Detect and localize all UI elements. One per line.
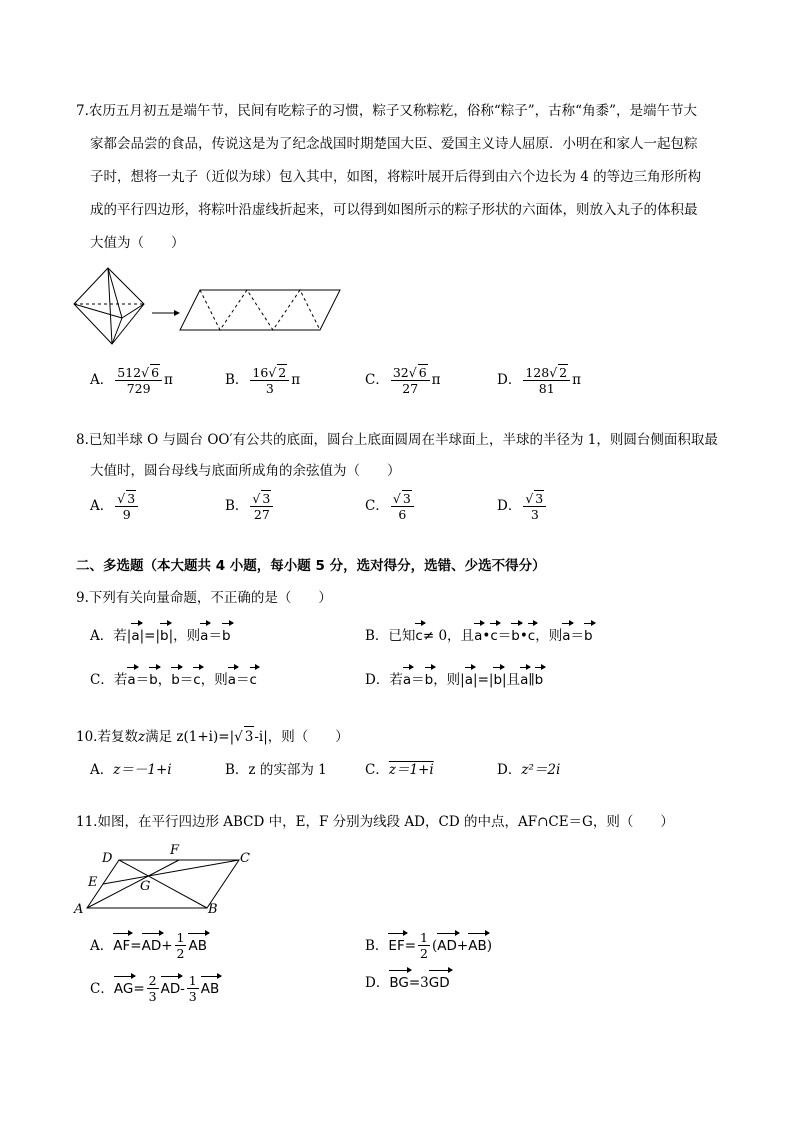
- denominator: 3: [265, 381, 274, 396]
- text: |=|: [139, 628, 161, 644]
- vector: b: [584, 628, 593, 644]
- label-g: G: [140, 879, 151, 894]
- option-letter: C．: [90, 672, 114, 688]
- sqrt-icon: √: [141, 365, 150, 380]
- fraction: [523, 364, 570, 396]
- text: +: [161, 937, 173, 954]
- option-letter: D．: [497, 498, 522, 514]
- text: •: [519, 628, 528, 644]
- q7-option-c[interactable]: [365, 364, 441, 396]
- option-letter: D．: [497, 762, 522, 778]
- radicand: 3: [127, 491, 136, 506]
- text: 10.若复数: [76, 728, 138, 745]
- q7-line-1: 7.农历五月初五是端午节，民间有吃粽子的习惯，粽子又称粽籺，俗称“粽子”，古称“角黍”，是端午节大: [76, 103, 697, 119]
- vector: a: [200, 628, 209, 644]
- option-letter: A．: [90, 937, 114, 954]
- q7-option-b[interactable]: [225, 364, 300, 396]
- q10-option-d[interactable]: [497, 760, 560, 780]
- fraction: [523, 490, 546, 522]
- numerator-coefficient: 512: [117, 365, 142, 380]
- q7-line-4: 成的平行四边形，将粽叶沿虚线折起来，可以得到如图所示的粽子形状的六面体，则放入丸子的体积最: [90, 202, 698, 218]
- text: 已知: [388, 628, 416, 644]
- text: (: [431, 937, 438, 954]
- label-f: F: [170, 843, 180, 858]
- text: ，则: [200, 672, 228, 688]
- option-letter: D．: [365, 975, 390, 991]
- text: ＝: [179, 672, 194, 688]
- vector: a: [562, 628, 571, 644]
- q9-stem: 9.下列有关向量命题，不正确的是（ ）: [76, 590, 332, 606]
- vector: a: [520, 672, 529, 688]
- fraction: $\frac{1}{2}$: [420, 930, 428, 961]
- unfolded-parallelogram: [180, 290, 340, 330]
- q8-option-b[interactable]: [225, 490, 275, 522]
- vector: EF: [388, 937, 405, 954]
- text: ，则|: [433, 672, 465, 688]
- vector: b: [424, 672, 434, 688]
- q7-figure: [70, 264, 350, 348]
- text: ＝: [236, 672, 250, 688]
- q8-option-c[interactable]: [365, 490, 416, 522]
- text: |，则: [168, 628, 201, 644]
- denominator: 27: [253, 507, 270, 522]
- text: |=|: [473, 672, 494, 688]
- label-b: B: [208, 902, 218, 916]
- pi-symbol: π: [572, 372, 581, 388]
- option-text: z＝1+i: [388, 762, 434, 778]
- q10-option-a[interactable]: [90, 760, 172, 780]
- text: •: [482, 628, 491, 644]
- sqrt-icon: √: [268, 365, 277, 380]
- vector: a: [127, 672, 136, 688]
- vector: b: [511, 628, 520, 644]
- q11-option-d[interactable]: [365, 973, 450, 993]
- option-letter: D．: [365, 672, 390, 688]
- q7-line-5: 大值为（ ）: [90, 235, 185, 251]
- radicand: 6: [151, 365, 160, 380]
- radicand: 2: [559, 365, 568, 380]
- hexahedron-drawing: [74, 268, 144, 344]
- text: =3: [408, 975, 429, 991]
- q11-option-a[interactable]: [90, 930, 207, 961]
- text: ＝: [135, 672, 150, 688]
- option-letter: C．: [365, 762, 389, 778]
- fraction: $\frac{1}{3}$: [188, 973, 197, 1004]
- section-title: 二、多选题（本大题共 4 小题，每小题 5 分，选对得分，选错、少选不得分）: [76, 558, 546, 574]
- option-text: z 的实部为 1: [248, 762, 327, 778]
- text: ≠ 0，且: [422, 628, 475, 644]
- segment-ec: [103, 860, 239, 884]
- q7-line-3: 子时，想将一丸子（近似为球）包入其中，如图，将粽叶展开后得到由六个边长为 4 的等边三角形所构: [90, 169, 702, 185]
- label-a: A: [74, 902, 84, 916]
- text: -i|，则（ ）: [254, 728, 349, 745]
- text: ∥: [528, 672, 535, 688]
- radicand: 2: [278, 365, 287, 380]
- radicand: 3: [244, 726, 255, 747]
- fraction: $\frac{1}{2}$: [176, 930, 185, 961]
- vector: c: [527, 628, 536, 644]
- vector: b: [171, 672, 180, 688]
- fraction: [115, 490, 138, 522]
- option-letter: C．: [90, 980, 114, 997]
- parallelogram-figure: [70, 840, 260, 916]
- q8-line-2: 大值时，圆台母线与底面所成角的余弦值为（ ）: [90, 463, 401, 479]
- q10-option-c[interactable]: [365, 760, 434, 780]
- vector: b: [493, 672, 503, 688]
- denominator: 9: [122, 507, 131, 522]
- fraction: $\frac{2}{3}$: [148, 973, 157, 1004]
- q8-option-d[interactable]: [497, 490, 548, 522]
- denominator: 3: [530, 507, 539, 522]
- radicand: 6: [418, 365, 427, 380]
- text: ，则: [535, 628, 563, 644]
- sqrt-icon: √: [525, 491, 534, 506]
- label-e: E: [88, 875, 98, 890]
- label-c: C: [240, 851, 250, 866]
- q11-option-b[interactable]: [365, 930, 492, 961]
- sqrt-icon: √: [549, 365, 558, 380]
- vector: c: [415, 628, 423, 644]
- label-d: D: [102, 851, 113, 866]
- q11-option-c[interactable]: [90, 973, 219, 1004]
- vector: b: [534, 672, 544, 688]
- vector: a: [131, 628, 140, 644]
- vector: AB: [200, 980, 220, 997]
- numerator-coefficient: 16: [252, 365, 269, 380]
- denominator: 81: [538, 381, 555, 396]
- text: ): [486, 937, 492, 954]
- text: =: [404, 937, 417, 954]
- q10-option-b[interactable]: [225, 760, 327, 780]
- vector: a: [474, 628, 483, 644]
- option-letter: B．: [365, 937, 389, 954]
- vector: AD: [437, 937, 457, 954]
- text: -: [180, 980, 185, 997]
- option-letter: A．: [90, 628, 114, 644]
- vector: AD: [141, 937, 162, 954]
- denominator: 729: [126, 381, 151, 396]
- fraction: [391, 364, 430, 396]
- vector: AD: [160, 980, 181, 997]
- vector: AB: [468, 937, 487, 954]
- text: 若|: [113, 628, 132, 644]
- variable-z: z: [137, 728, 146, 745]
- q8-option-a[interactable]: [90, 490, 140, 522]
- vector: c: [193, 672, 201, 688]
- text: ＝: [497, 628, 512, 644]
- sqrt-icon: √: [392, 491, 401, 506]
- option-letter: A．: [90, 498, 114, 514]
- q11-stem: 11.如图，在平行四边形 ABCD 中，E，F 分别为线段 AD，CD 的中点，AF∩CE＝G，则（ ）: [76, 814, 674, 830]
- option-letter: A．: [90, 762, 114, 778]
- text: 若: [113, 672, 128, 688]
- text: ＝: [208, 628, 222, 644]
- sqrt-icon: √: [234, 728, 243, 745]
- vector: AB: [188, 937, 207, 954]
- vector: AF: [113, 937, 131, 954]
- text: |且: [502, 672, 521, 688]
- q9-option-d[interactable]: [365, 670, 543, 690]
- option-letter: B．: [225, 372, 249, 388]
- text: ，: [157, 672, 172, 688]
- radicand: 3: [402, 491, 411, 506]
- option-letter: D．: [497, 372, 522, 388]
- text: ＝: [411, 672, 425, 688]
- q10-stem: [76, 726, 349, 747]
- q7-option-d[interactable]: [497, 364, 581, 396]
- option-letter: B．: [225, 498, 249, 514]
- fraction: [250, 364, 289, 396]
- q7-line-2: 家都会品尝的食品，传说这是为了纪念战国时期楚国大臣、爱国主义诗人屈原．小明在和家人一起包粽: [90, 136, 698, 152]
- fraction: [250, 490, 273, 522]
- text: 若: [389, 672, 403, 688]
- text: +: [456, 937, 469, 954]
- vector: c: [249, 672, 257, 688]
- radicand: 3: [535, 491, 544, 506]
- denominator: 27: [402, 381, 419, 396]
- text: =: [130, 937, 142, 954]
- fraction: [391, 490, 414, 522]
- pi-symbol: π: [431, 372, 441, 388]
- option-letter: C．: [365, 372, 389, 388]
- q8-line-1: 8.已知半球 O 与圆台 OO′有公共的底面，圆台上底面圆周在半球面上，半球的半径为 1，则圆台侧面积取最: [76, 432, 718, 448]
- sqrt-icon: √: [252, 491, 261, 506]
- arrow-icon: [152, 310, 180, 316]
- vector: a: [227, 672, 236, 688]
- vector: AG: [113, 980, 134, 997]
- q7-option-a[interactable]: [90, 364, 173, 396]
- option-text: z＝－1+i: [113, 762, 172, 778]
- text: ＝: [570, 628, 585, 644]
- numerator-coefficient: 32: [392, 365, 409, 380]
- option-letter: B．: [365, 628, 389, 644]
- text: 满足 z(1+i)=|: [145, 728, 235, 745]
- fraction: [115, 364, 162, 396]
- option-text: z²＝2i: [521, 762, 561, 778]
- vector: b: [221, 628, 231, 644]
- sqrt-icon: √: [408, 365, 417, 380]
- vector: b: [160, 628, 169, 644]
- vector: c: [490, 628, 498, 644]
- option-letter: A．: [90, 372, 114, 388]
- q9-option-b[interactable]: [365, 626, 593, 646]
- pi-symbol: π: [164, 372, 173, 388]
- option-letter: C．: [365, 498, 389, 514]
- vector: a: [464, 672, 474, 688]
- q9-option-a[interactable]: [90, 626, 231, 646]
- q9-option-c[interactable]: [90, 670, 257, 690]
- option-letter: B．: [225, 762, 249, 778]
- vector: GD: [428, 975, 450, 991]
- pi-symbol: π: [291, 372, 301, 388]
- text: =: [133, 980, 145, 997]
- vector: a: [402, 672, 412, 688]
- sqrt-icon: √: [117, 491, 126, 506]
- radicand: 3: [262, 491, 271, 506]
- vector: b: [149, 672, 158, 688]
- vector: BG: [389, 975, 409, 991]
- numerator-coefficient: 128: [525, 365, 550, 380]
- denominator: 6: [398, 507, 407, 522]
